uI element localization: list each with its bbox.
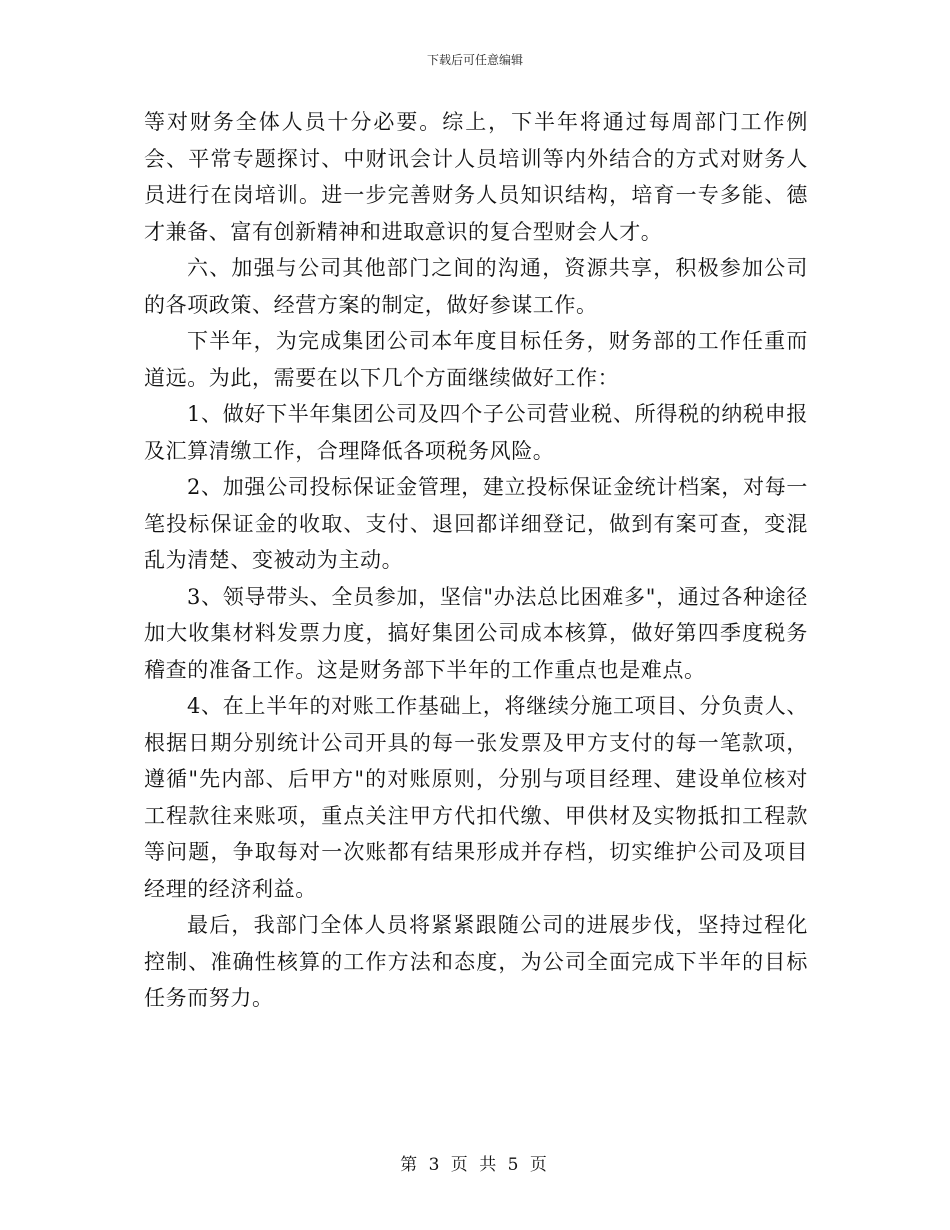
paragraph-5: 2、加强公司投标保证金管理，建立投标保证金统计档案，对每一笔投标保证金的收取、支付、退回都详细登记，做到有案可查，变混乱为清楚、变被动为主动。 <box>144 475 808 572</box>
paragraph-7: 4、在上半年的对账工作基础上，将继续分施工项目、分负责人、根据日期分别统计公司开具的每一张发票及甲方支付的每一笔款项，遵循"先内部、后甲方"的对账原则，分别与项目经理、建设单位核对工程款往来账项，重点关注甲方代扣代缴、甲供材及实物抵扣工程款等问题，争取每对一次账都有结果形成并存档，切实维护公司及项目经理的经济利益。 <box>144 694 808 901</box>
paragraph-6: 3、领导带头、全员参加，坚信"办法总比困难多"，通过各种途径加大收集材料发票力度，搞好集团公司成本核算，做好第四季度税务稽查的准备工作。这是财务部下半年的工作重点也是难点。 <box>144 584 808 682</box>
paragraph-1: 等对财务全体人员十分必要。综上，下半年将通过每周部门工作例会、平常专题探讨、中财讯会计人员培训等内外结合的方式对财务人员进行在岗培训。进一步完善财务人员知识结构，培育一专多能、德才兼备、富有创新精神和进取意识的复合型财会人才。 <box>144 110 808 244</box>
paragraph-4: 1、做好下半年集团公司及四个子公司营业税、所得税的纳税申报及汇算清缴工作，合理降低各项税务风险。 <box>144 402 808 463</box>
document-body <box>144 104 808 1017</box>
paragraph-8: 最后，我部门全体人员将紧紧跟随公司的进展步伐，坚持过程化控制、准确性核算的工作方法和态度，为公司全面完成下半年的目标任务而努力。 <box>144 913 808 1010</box>
page-header: 下载后可任意编辑 <box>426 53 523 67</box>
paragraph-2: 六、加强与公司其他部门之间的沟通，资源共享，积极参加公司的各项政策、经营方案的制定，做好参谋工作。 <box>144 256 808 317</box>
page-footer: 第 3 页 共 5 页 <box>400 1155 550 1175</box>
paragraph-3: 下半年，为完成集团公司本年度目标任务，财务部的工作任重而道远。为此，需要在以下几个方面继续做好工作： <box>144 329 808 390</box>
